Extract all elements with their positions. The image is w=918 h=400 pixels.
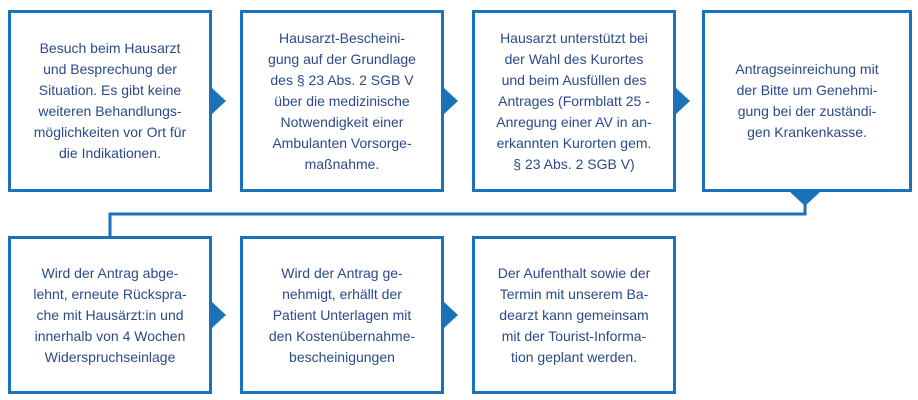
step-box-1 [8,10,212,192]
step-box-6 [240,236,444,394]
arrow-right-1 [212,88,226,114]
arrow-right-6 [444,302,458,328]
step-text-3: Hausarzt unterstützt bei der Wahl des Kurortes und beim Ausfüllen des Antrages (Formblatt 25 - Anregung einer AV in an- erkannten Kurorten gem. § 23 Abs. 2 SGB V) [496,29,652,172]
step-text-4: Antragseinreichung mit der Bitte um Genehmi- gung bei der zuständi- gen Krankenkasse. [735,61,879,140]
step-text-2: Hausarzt-Bescheini- gung auf der Grundlage des § 23 Abs. 2 SGB V über die medizinische Notwendigkeit einer Ambulanten Vorsorge- maßnahme. [268,29,416,172]
arrow-down-4 [790,192,820,206]
step-text-5: Wird der Antrag abge- lehnt, erneute Rückspra- che mit Hausärzt:in und innerhalb von 4 Wochen Widerspruchseinlage [33,264,187,365]
step-box-7 [472,236,676,394]
step-box-4 [702,10,912,192]
step-text-6: Wird der Antrag ge- nehmigt, erhällt der Patient Unterlagen mit den Kostenübernahme- bescheinigungen [268,264,416,365]
arrow-right-2 [444,88,458,114]
step-text-7: Der Aufenthalt sowie der Termin mit unserem Ba- dearzt kann gemeinsam mit der Tourist-Informa- tion geplant werden. [497,264,651,365]
step-box-5 [8,236,212,394]
step-text-1: Besuch beim Hausarzt und Besprechung der Situation. Es gibt keine weiteren Behandlungs- möglichkeiten vor Ort für die Indikationen. [33,40,187,161]
step-box-3 [472,10,676,192]
arrow-right-5 [212,302,226,328]
step-box-2 [240,10,444,192]
connector-line-4-5 [110,204,805,236]
arrow-right-3 [676,88,690,114]
